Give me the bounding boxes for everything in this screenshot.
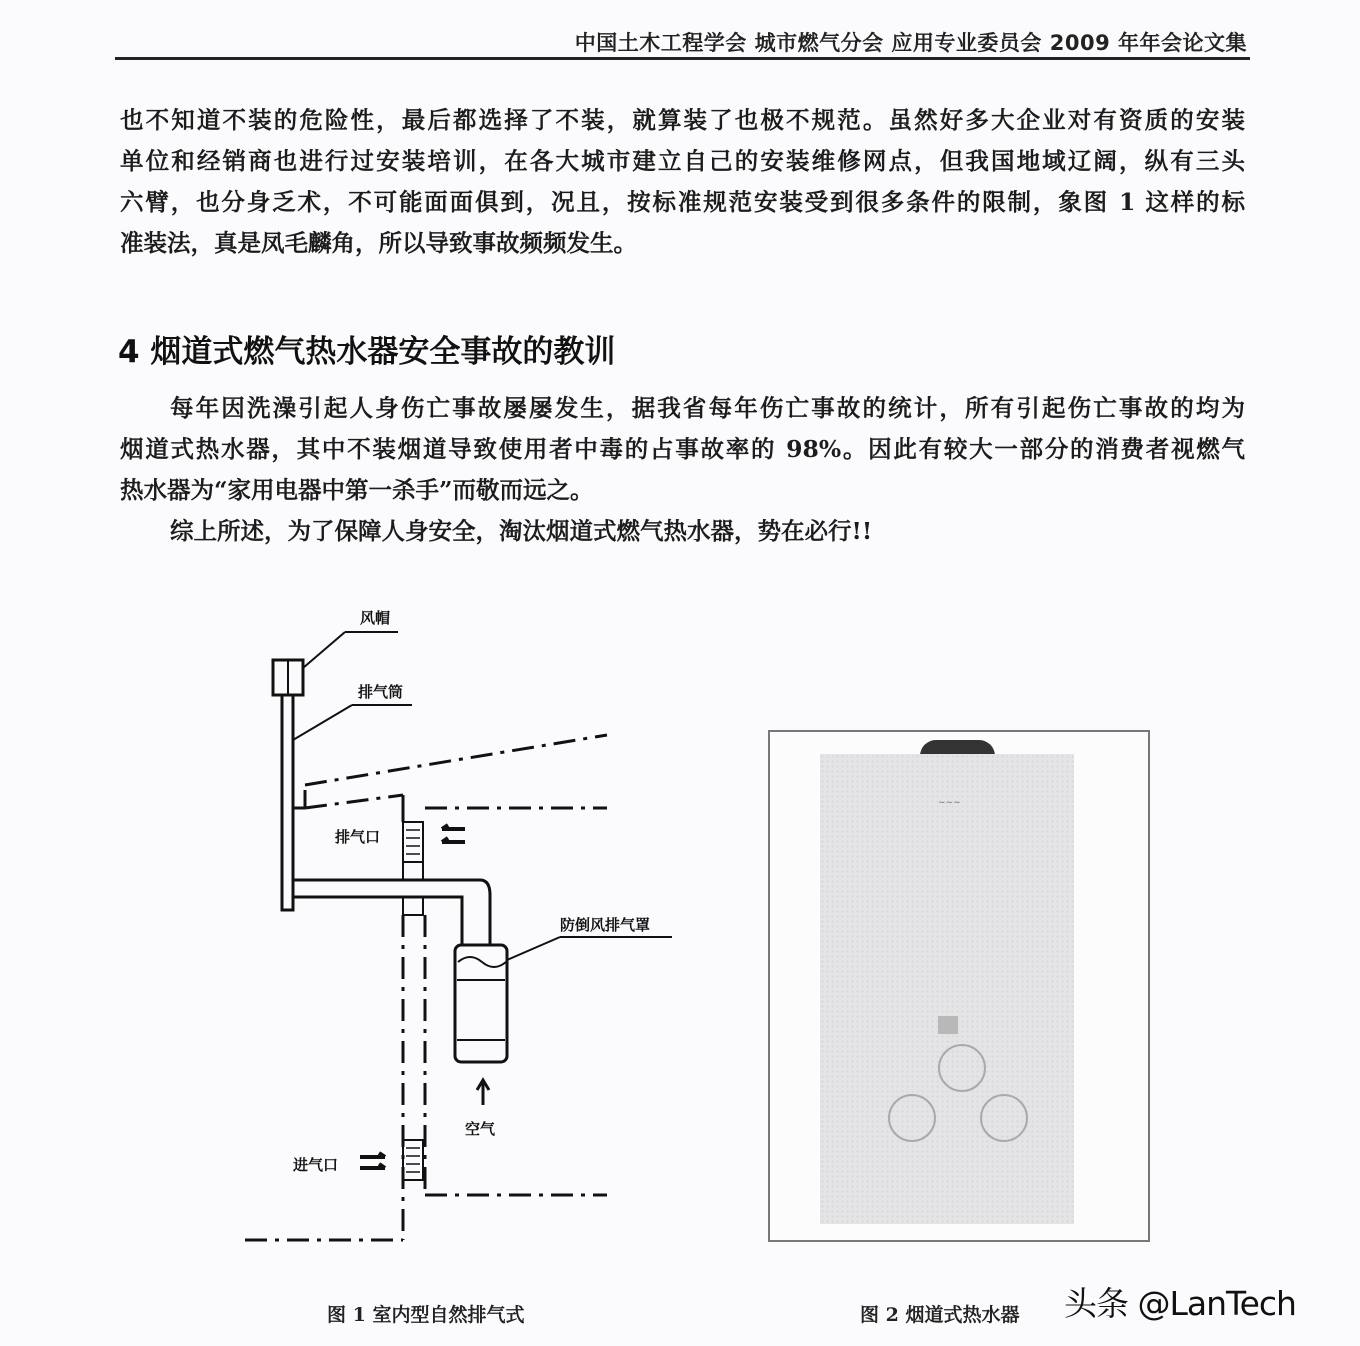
knob-icon <box>938 1044 986 1092</box>
brand-logo: ~~~ <box>938 798 961 808</box>
text-line: 准装法，真是凤毛麟角，所以导致事故频频发生。 <box>120 229 637 257</box>
label-flue-pipe: 排气筒 <box>358 683 404 701</box>
exhaust-arrow-icon <box>442 825 465 842</box>
figure-1-caption: 图 1 室内型自然排气式 <box>327 1304 525 1326</box>
text-line: 六臂，也分身乏术，不可能面面俱到，况且，按标准规范安装受到很多条件的限制，象图 1 这样的标 <box>120 188 1245 216</box>
figure-2-photo <box>768 730 1150 1242</box>
conclusion-paragraph: 综上所述，为了保障人身安全，淘汰烟道式燃气热水器，势在必行!! <box>170 517 873 545</box>
water-heater-panel <box>820 754 1074 1224</box>
knob-icon <box>888 1094 936 1142</box>
intake-arrow-icon <box>360 1153 385 1168</box>
display-window <box>938 1016 958 1034</box>
watermark: 头条 @LanTech <box>1064 1284 1296 1323</box>
text-line: 也不知道不装的危险性，最后都选择了不装，就算装了也极不规范。虽然好多大企业对有资质的安装 <box>120 106 1245 134</box>
heater-shape <box>455 945 507 1062</box>
chimney-pipe <box>282 695 293 910</box>
air-arrow-icon <box>477 1080 489 1105</box>
running-header: 中国土木工程学会 城市燃气分会 应用专业委员会 2009 年年会论文集 <box>574 31 1247 55</box>
label-air: 空气 <box>465 1120 496 1138</box>
horizontal-flue <box>293 880 490 945</box>
section-heading: 4 烟道式燃气热水器安全事故的教训 <box>118 334 616 370</box>
text-line: 热水器为“家用电器中第一杀手”而敬而远之。 <box>120 476 594 504</box>
label-hood: 风帽 <box>360 609 391 627</box>
text-line: 每年因洗澡引起人身伤亡事故屡屡发生，据我省每年伤亡事故的统计，所有引起伤亡事故的均为 <box>170 394 1245 422</box>
figure-2-caption: 图 2 烟道式热水器 <box>860 1304 1020 1326</box>
knob-icon <box>980 1094 1028 1142</box>
label-exhaust-port: 排气口 <box>335 828 381 846</box>
text-line: 单位和经销商也进行过安装培训，在各大城市建立自己的安装维修网点，但我国地域辽阔，纵有三头 <box>120 147 1245 175</box>
text-line: 烟道式热水器，其中不装烟道导致使用者中毒的占事故率的 98%。因此有较大一部分的消费者视燃气 <box>120 435 1245 463</box>
label-draft-hood: 防倒风排气罩 <box>560 916 651 934</box>
label-intake-port: 进气口 <box>293 1156 339 1174</box>
